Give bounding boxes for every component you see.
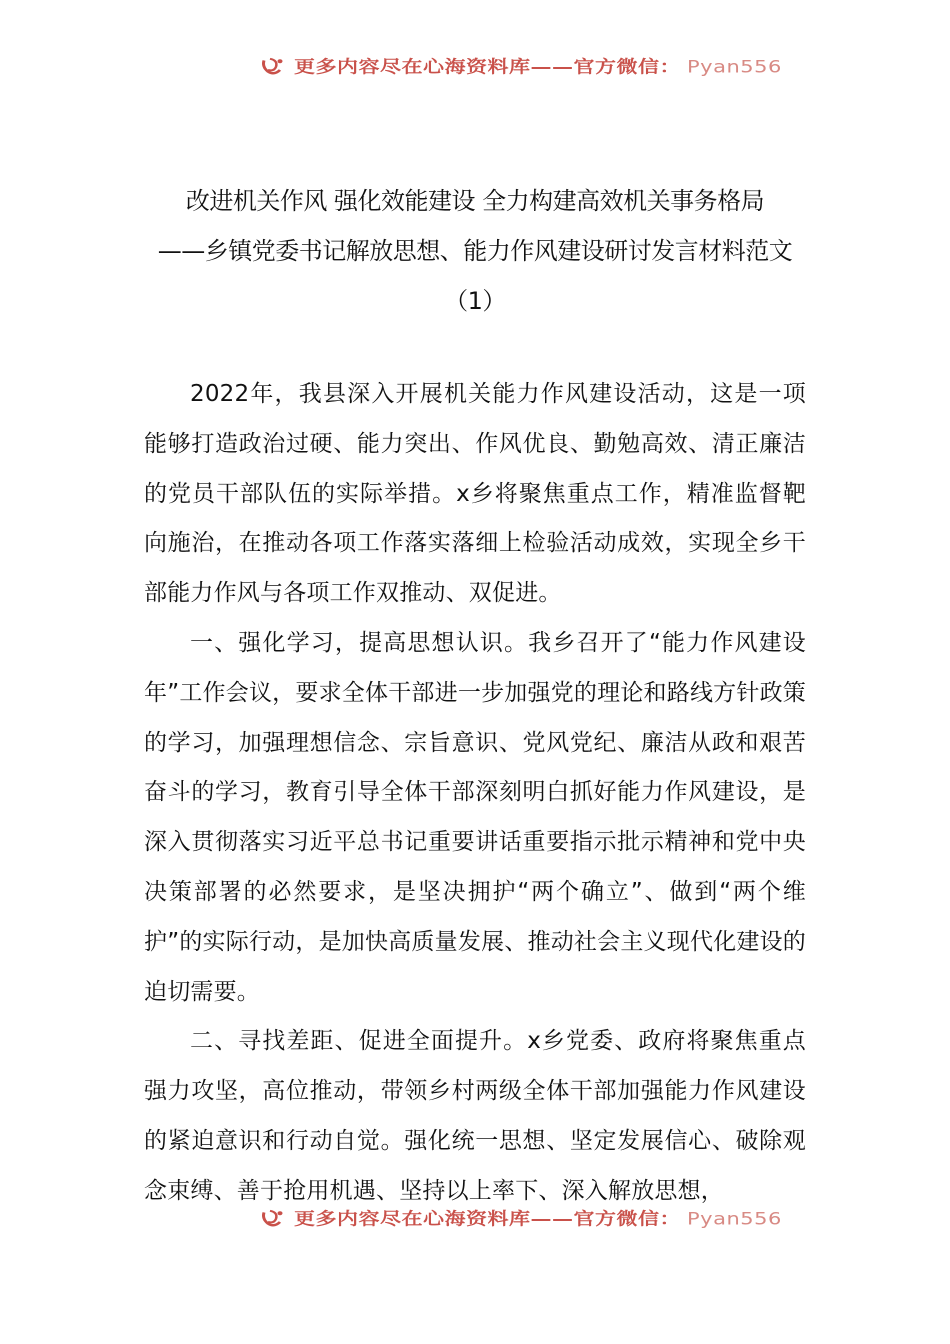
title-part-number: （1） (444, 287, 506, 315)
watermark-footer (0, 1200, 950, 1240)
document-body (144, 370, 806, 1217)
paragraph-intro: 2022年，我县深入开展机关能力作风建设活动，这是一项能够打造政治过硬、能力突出、作风优良、勤勉高效、清正廉洁的党员干部队伍的实际举措。x乡将聚焦重点工作，精准监督靶向施治，在推动各项工作落实落细上检验活动成效，实现全乡干部能力作风与各项工作双推动、双促进。 (144, 381, 806, 607)
watermark-header (0, 48, 950, 88)
title-subtitle: ——乡镇党委书记解放思想、能力作风建设研讨发言材料范文 (157, 237, 793, 265)
paragraph-section-2: 二、寻找差距、促进全面提升。x乡党委、政府将聚焦重点强力攻坚，高位推动，带领乡村两级全体干部加强能力作风建设的紧迫意识和行动自觉。强化统一思想、坚定发展信心、破除观念束缚、善于抢用机遇、坚持以上率下、深入解放思想， (144, 1028, 806, 1204)
title-main: 改进机关作风 强化效能建设 全力构建高效机关事务格局 (185, 187, 765, 215)
watermark-wechat-id: Pyan556 (687, 57, 782, 77)
paragraph-section-1: 一、强化学习，提高思想认识。我乡召开了“能力作风建设年”工作会议，要求全体干部进一步加强党的理论和路线方针政策的学习，加强理想信念、宗旨意识、党风党纪、廉洁从政和艰苦奋斗的学习，教育引导全体干部深刻明白抓好能力作风建设，是深入贯彻落实习近平总书记重要讲话重要指示批示精神和党中央决策部署的必然要求，是坚决拥护“两个确立”、做到“两个维护”的实际行动，是加快高质量发展、推动社会主义现代化建设的迫切需要。 (144, 629, 806, 1005)
document-title (0, 176, 950, 326)
watermark-text: 更多内容尽在心海资料库——官方微信： Pyan556 (294, 56, 782, 77)
watermark-wechat-id: Pyan556 (687, 1209, 782, 1229)
watermark-logo-icon (258, 54, 288, 78)
watermark-logo-icon (258, 1206, 288, 1230)
watermark-text: 更多内容尽在心海资料库——官方微信： Pyan556 (294, 1208, 782, 1229)
